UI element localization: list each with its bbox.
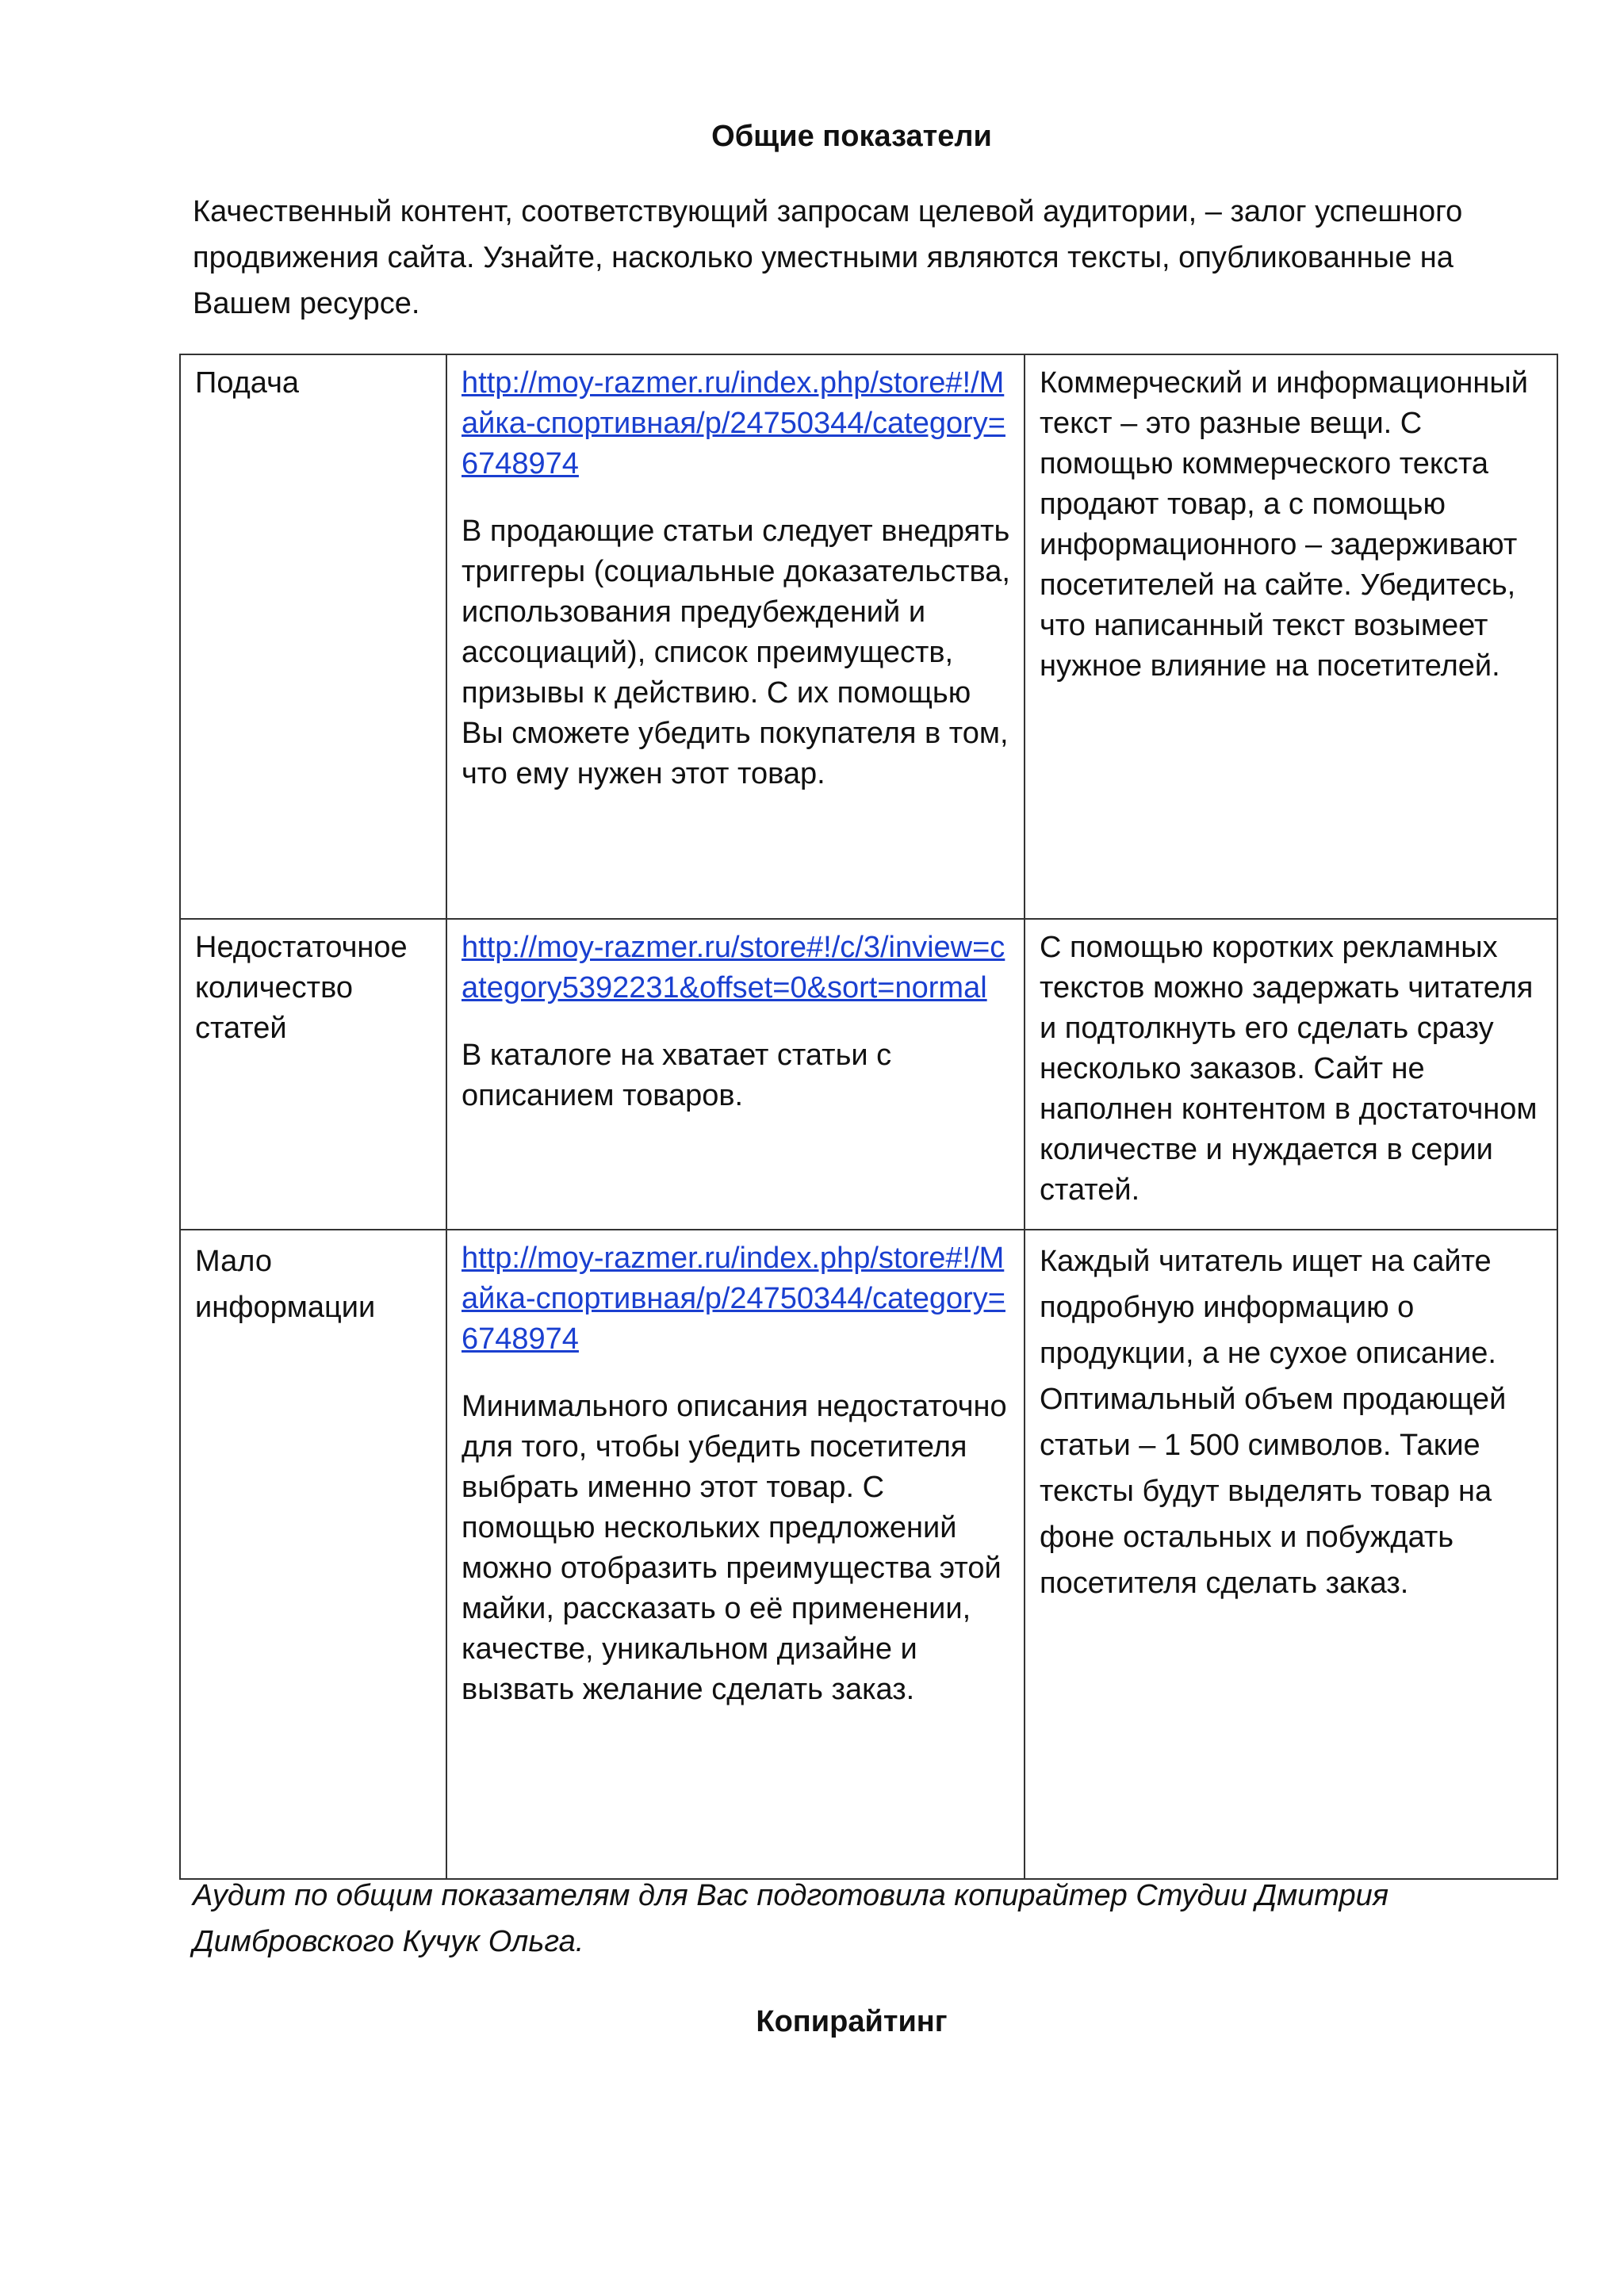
recommendation-cell: Коммерческий и информационный текст – это разные вещи. С помощью коммерческого текста продают товар, а с помощью информационного – задерживают посетителей на сайте. Убедитесь, что написанный текст возымеет нужное влияние на посетителей. xyxy=(1025,354,1557,919)
next-section-title: Копирайтинг xyxy=(756,2005,948,2038)
criterion-cell: Недостаточное количество статей xyxy=(180,919,446,1230)
intro-paragraph: Качественный контент, соответствующий запросам целевой аудитории, – залог успешного продвижения сайта. Узнайте, насколько уместными являются тексты, опубликованные на Вашем ресурсе. xyxy=(193,195,1463,320)
finding-text: В продающие статьи следует внедрять триггеры (социальные доказательства, использования предубеждений и ассоциаций), список преимуществ, призывы к действию. С их помощью Вы сможете убедить покупателя в том, что ему нужен этот товар. xyxy=(462,515,1010,790)
recommendation-cell: С помощью коротких рекламных текстов можно задержать читателя и подтолкнуть его сделать сразу несколько заказов. Сайт не наполнен контентом в достаточном количестве и нуждается в серии статей. xyxy=(1025,919,1557,1230)
criterion-cell: Подача xyxy=(180,354,446,919)
criterion-cell: Мало информации xyxy=(180,1230,446,1879)
finding-cell xyxy=(446,919,1025,1230)
table-row xyxy=(180,919,1557,1230)
finding-text: В каталоге на хватает статьи с описанием товаров. xyxy=(462,1039,892,1112)
section-title: Общие показатели xyxy=(711,120,992,153)
audit-table xyxy=(179,354,1558,1880)
finding-text: Минимального описания недостаточно для того, чтобы убедить посетителя выбрать именно этот товар. С помощью нескольких предложений можно отобразить преимущества этой майки, рассказать о её применении, качестве, уникальном дизайне и вызвать желание сделать заказ. xyxy=(462,1390,1007,1706)
finding-cell xyxy=(446,1230,1025,1879)
page-link[interactable]: http://moy-razmer.ru/store#!/c/3/inview=category5392231&offset=0&sort=normal xyxy=(462,931,1005,1004)
table-row xyxy=(180,1230,1557,1879)
page-link[interactable]: http://moy-razmer.ru/index.php/store#!/Майка-спортивная/p/24750344/category=6748974 xyxy=(462,366,1005,480)
finding-cell xyxy=(446,354,1025,919)
recommendation-cell: Каждый читатель ищет на сайте подробную информацию о продукции, а не сухое описание. Оптимальный объем продающей статьи – 1 500 символов. Такие тексты будут выделять товар на фоне остальных и побуждать посетителя сделать заказ. xyxy=(1025,1230,1557,1879)
author-note: Аудит по общим показателям для Вас подготовила копирайтер Студии Дмитрия Димбровского Кучук Ольга. xyxy=(193,1879,1389,1958)
table-row xyxy=(180,354,1557,919)
page-link[interactable]: http://moy-razmer.ru/index.php/store#!/Майка-спортивная/p/24750344/category=6748974 xyxy=(462,1242,1005,1356)
